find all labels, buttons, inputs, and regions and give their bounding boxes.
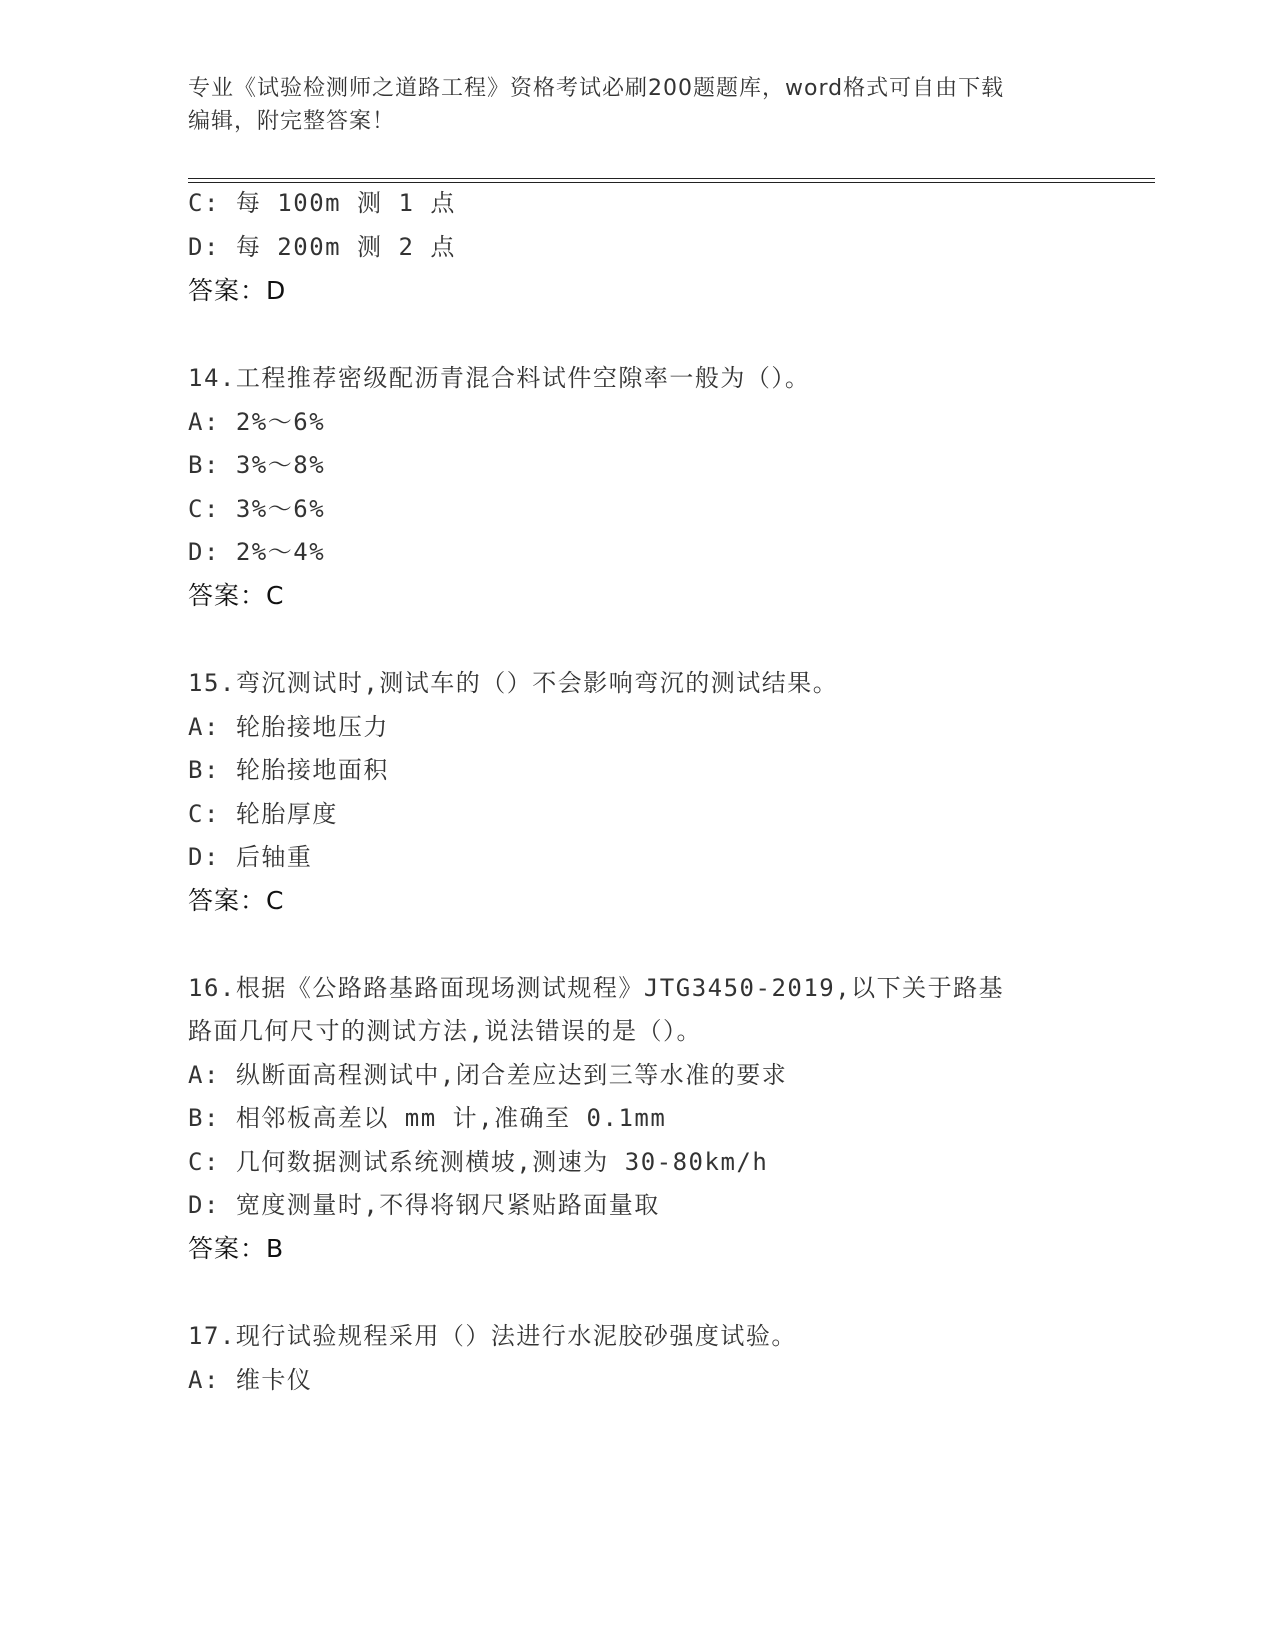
q15-option-b: B: 轮胎接地面积 — [188, 756, 389, 784]
q16-option-d: D: 宽度测量时,不得将钢尺紧贴路面量取 — [188, 1191, 660, 1219]
q16-option-a: A: 纵断面高程测试中,闭合差应达到三等水准的要求 — [188, 1061, 788, 1089]
q14-stem: 14.工程推荐密级配沥青混合料试件空隙率一般为（）。 — [188, 364, 811, 392]
q16-option-c: C: 几何数据测试系统测横坡,测速为 30-80km/h — [188, 1148, 769, 1176]
q17-stem: 17.现行试验规程采用（）法进行水泥胶砂强度试验。 — [188, 1322, 797, 1350]
header-line-2: 编辑，附完整答案！ — [188, 109, 396, 134]
header-divider — [188, 178, 1155, 183]
q15-option-a: A: 轮胎接地压力 — [188, 713, 389, 741]
q13-option-d: D: 每 200m 测 2 点 — [188, 233, 456, 261]
q13-option-c: C: 每 100m 测 1 点 — [188, 189, 456, 217]
q16-answer: 答案：B — [188, 1234, 285, 1263]
q14-option-d: D: 2%～4% — [188, 538, 326, 566]
q15-option-c: C: 轮胎厚度 — [188, 800, 338, 828]
q17-option-a: A: 维卡仪 — [188, 1366, 313, 1394]
document-header — [188, 72, 1088, 138]
q14-option-b: B: 3%～8% — [188, 451, 326, 479]
q15-answer: 答案：C — [188, 886, 285, 915]
q16-stem-line-1: 16.根据《公路路基路面现场测试规程》JTG3450-2019,以下关于路基 — [188, 974, 1005, 1002]
header-line-1: 专业《试验检测师之道路工程》资格考试必刷200题题库，word格式可自由下载 — [188, 76, 1005, 101]
q16-option-b: B: 相邻板高差以 mm 计,准确至 0.1mm — [188, 1104, 667, 1132]
q15-option-d: D: 后轴重 — [188, 843, 313, 871]
q13-answer: 答案：D — [188, 276, 287, 305]
q14-answer: 答案：C — [188, 581, 285, 610]
q14-option-a: A: 2%～6% — [188, 408, 326, 436]
q16-stem-line-2: 路面几何尺寸的测试方法,说法错误的是（）。 — [188, 1017, 702, 1045]
q15-stem: 15.弯沉测试时,测试车的（）不会影响弯沉的测试结果。 — [188, 669, 839, 697]
q14-option-c: C: 3%～6% — [188, 495, 326, 523]
